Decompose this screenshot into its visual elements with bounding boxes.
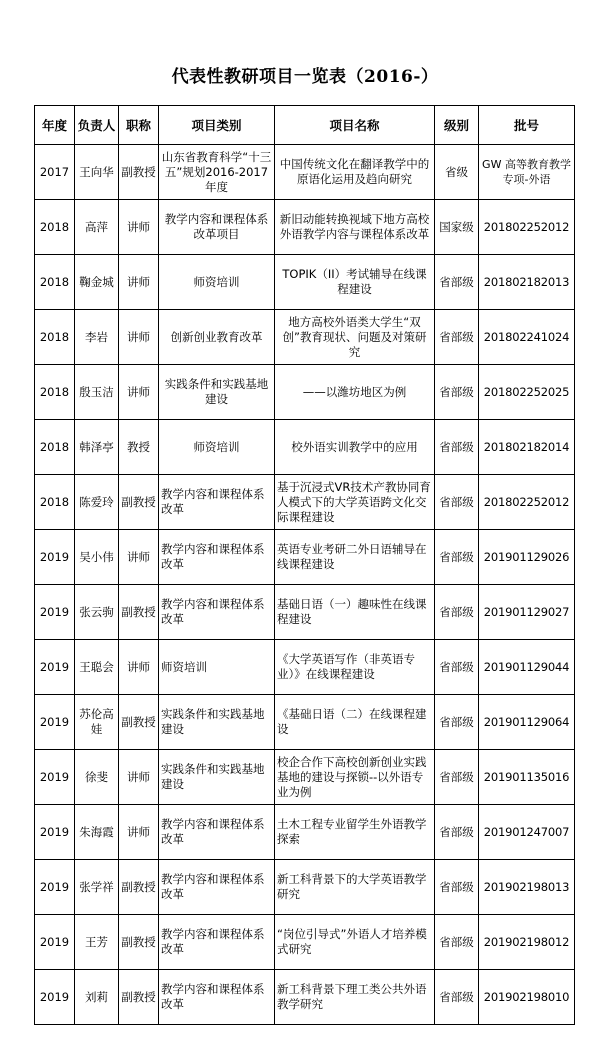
cell-batch: 201902198013	[479, 860, 575, 915]
cell-level: 省部级	[435, 970, 479, 1025]
cell-year: 2019	[35, 640, 75, 695]
cell-level: 省部级	[435, 310, 479, 365]
table-header-row	[35, 106, 575, 145]
table-row	[35, 310, 575, 365]
cell-type: 教学内容和课程体系改革项目	[159, 200, 275, 255]
cell-type: 实践条件和实践基地建设	[159, 750, 275, 805]
cell-person: 李岩	[75, 310, 119, 365]
cell-name: “岗位引导式”外语人才培养模式研究	[275, 915, 435, 970]
header-year: 年度	[35, 106, 75, 145]
cell-batch: 201802252012	[479, 475, 575, 530]
cell-batch: 201802252025	[479, 365, 575, 420]
cell-name: 基础日语（一）趣味性在线课程建设	[275, 585, 435, 640]
cell-batch: 201901247007	[479, 805, 575, 860]
cell-rank: 讲师	[119, 805, 159, 860]
cell-rank: 副教授	[119, 970, 159, 1025]
cell-year: 2017	[35, 145, 75, 200]
cell-rank: 讲师	[119, 200, 159, 255]
cell-level: 省部级	[435, 475, 479, 530]
table-row	[35, 695, 575, 750]
cell-year: 2019	[35, 585, 75, 640]
cell-batch: 201901135016	[479, 750, 575, 805]
cell-level: 省部级	[435, 750, 479, 805]
cell-name: 基于沉浸式VR技术产教协同育人模式下的大学英语跨文化交际课程建设	[275, 475, 435, 530]
table-row	[35, 420, 575, 475]
cell-rank: 副教授	[119, 585, 159, 640]
cell-rank: 讲师	[119, 365, 159, 420]
cell-batch: 201802182013	[479, 255, 575, 310]
cell-name: 地方高校外语类大学生“双创”教育现状、问题及对策研究	[275, 310, 435, 365]
cell-batch: 201802252012	[479, 200, 575, 255]
cell-type: 教学内容和课程体系改革	[159, 475, 275, 530]
cell-level: 省部级	[435, 420, 479, 475]
cell-type: 教学内容和课程体系改革	[159, 530, 275, 585]
cell-person: 陈爱玲	[75, 475, 119, 530]
cell-year: 2018	[35, 365, 75, 420]
table-row	[35, 530, 575, 585]
cell-batch: 201802241024	[479, 310, 575, 365]
cell-year: 2019	[35, 860, 75, 915]
projects-table	[34, 105, 575, 1025]
cell-rank: 副教授	[119, 475, 159, 530]
header-level: 级别	[435, 106, 479, 145]
cell-year: 2019	[35, 805, 75, 860]
cell-year: 2018	[35, 475, 75, 530]
cell-batch: 201802182014	[479, 420, 575, 475]
cell-level: 省部级	[435, 365, 479, 420]
cell-level: 省部级	[435, 860, 479, 915]
cell-person: 刘莉	[75, 970, 119, 1025]
cell-person: 朱海霞	[75, 805, 119, 860]
cell-name: 英语专业考研二外日语辅导在线课程建设	[275, 530, 435, 585]
cell-type: 师资培训	[159, 640, 275, 695]
cell-person: 王聪会	[75, 640, 119, 695]
table-row	[35, 200, 575, 255]
cell-rank: 副教授	[119, 145, 159, 200]
cell-person: 王芳	[75, 915, 119, 970]
cell-rank: 讲师	[119, 310, 159, 365]
cell-year: 2019	[35, 970, 75, 1025]
cell-year: 2018	[35, 420, 75, 475]
cell-person: 殷玉洁	[75, 365, 119, 420]
cell-batch: 201901129064	[479, 695, 575, 750]
cell-type: 教学内容和课程体系改革	[159, 805, 275, 860]
cell-person: 鞠金城	[75, 255, 119, 310]
table-row	[35, 365, 575, 420]
cell-name: 土木工程专业留学生外语教学探索	[275, 805, 435, 860]
cell-name: 校外语实训教学中的应用	[275, 420, 435, 475]
cell-type: 师资培训	[159, 420, 275, 475]
table-row	[35, 145, 575, 200]
cell-level: 省部级	[435, 255, 479, 310]
cell-type: 创新创业教育改革	[159, 310, 275, 365]
cell-name: TOPIK（II）考试辅导在线课程建设	[275, 255, 435, 310]
cell-rank: 讲师	[119, 530, 159, 585]
cell-person: 张云驹	[75, 585, 119, 640]
cell-name: 校企合作下高校创新创业实践基地的建设与探锁--以外语专业为例	[275, 750, 435, 805]
header-person: 负责人	[75, 106, 119, 145]
cell-year: 2019	[35, 915, 75, 970]
table-row	[35, 255, 575, 310]
cell-batch: GW 高等教育教学专项-外语	[479, 145, 575, 200]
cell-type: 山东省教育科学“十三五”规划2016-2017年度	[159, 145, 275, 200]
cell-person: 苏伦高娃	[75, 695, 119, 750]
cell-type: 教学内容和课程体系改革	[159, 860, 275, 915]
cell-person: 张学祥	[75, 860, 119, 915]
cell-level: 国家级	[435, 200, 479, 255]
cell-type: 实践条件和实践基地建设	[159, 695, 275, 750]
cell-year: 2019	[35, 530, 75, 585]
cell-batch: 201902198012	[479, 915, 575, 970]
cell-type: 师资培训	[159, 255, 275, 310]
cell-year: 2019	[35, 695, 75, 750]
header-name: 项目名称	[275, 106, 435, 145]
cell-level: 省部级	[435, 640, 479, 695]
cell-level: 省级	[435, 145, 479, 200]
cell-year: 2019	[35, 750, 75, 805]
cell-rank: 讲师	[119, 640, 159, 695]
cell-level: 省部级	[435, 530, 479, 585]
cell-year: 2018	[35, 310, 75, 365]
cell-person: 吴小伟	[75, 530, 119, 585]
cell-rank: 副教授	[119, 860, 159, 915]
cell-year: 2018	[35, 255, 75, 310]
table-row	[35, 915, 575, 970]
cell-type: 教学内容和课程体系改革	[159, 585, 275, 640]
header-batch: 批号	[479, 106, 575, 145]
cell-name: 新旧动能转换视域下地方高校外语教学内容与课程体系改革	[275, 200, 435, 255]
cell-batch: 201901129044	[479, 640, 575, 695]
cell-person: 高萍	[75, 200, 119, 255]
table-row	[35, 805, 575, 860]
cell-level: 省部级	[435, 915, 479, 970]
cell-level: 省部级	[435, 585, 479, 640]
cell-rank: 讲师	[119, 750, 159, 805]
table-row	[35, 860, 575, 915]
cell-name: ——以潍坊地区为例	[275, 365, 435, 420]
cell-batch: 201902198010	[479, 970, 575, 1025]
cell-name: 《基础日语（二）在线课程建设	[275, 695, 435, 750]
table-row	[35, 750, 575, 805]
cell-batch: 201901129026	[479, 530, 575, 585]
header-type: 项目类别	[159, 106, 275, 145]
table-row	[35, 640, 575, 695]
page-title: 代表性教研项目一览表（2016-）	[171, 67, 439, 87]
cell-rank: 教授	[119, 420, 159, 475]
cell-level: 省部级	[435, 695, 479, 750]
cell-name: 《大学英语写作（非英语专业）》在线课程建设	[275, 640, 435, 695]
cell-rank: 副教授	[119, 695, 159, 750]
table-row	[35, 475, 575, 530]
cell-type: 教学内容和课程体系改革	[159, 970, 275, 1025]
cell-year: 2018	[35, 200, 75, 255]
table-row	[35, 970, 575, 1025]
table-row	[35, 585, 575, 640]
cell-name: 新工科背景下的大学英语教学研究	[275, 860, 435, 915]
cell-person: 徐斐	[75, 750, 119, 805]
cell-type: 教学内容和课程体系改革	[159, 915, 275, 970]
cell-name: 中国传统文化在翻译教学中的原语化运用及趋向研究	[275, 145, 435, 200]
cell-type: 实践条件和实践基地建设	[159, 365, 275, 420]
cell-rank: 副教授	[119, 915, 159, 970]
cell-rank: 讲师	[119, 255, 159, 310]
cell-person: 韩泽亭	[75, 420, 119, 475]
cell-person: 王向华	[75, 145, 119, 200]
cell-level: 省部级	[435, 805, 479, 860]
header-rank: 职称	[119, 106, 159, 145]
cell-name: 新工科背景下理工类公共外语教学研究	[275, 970, 435, 1025]
cell-batch: 201901129027	[479, 585, 575, 640]
